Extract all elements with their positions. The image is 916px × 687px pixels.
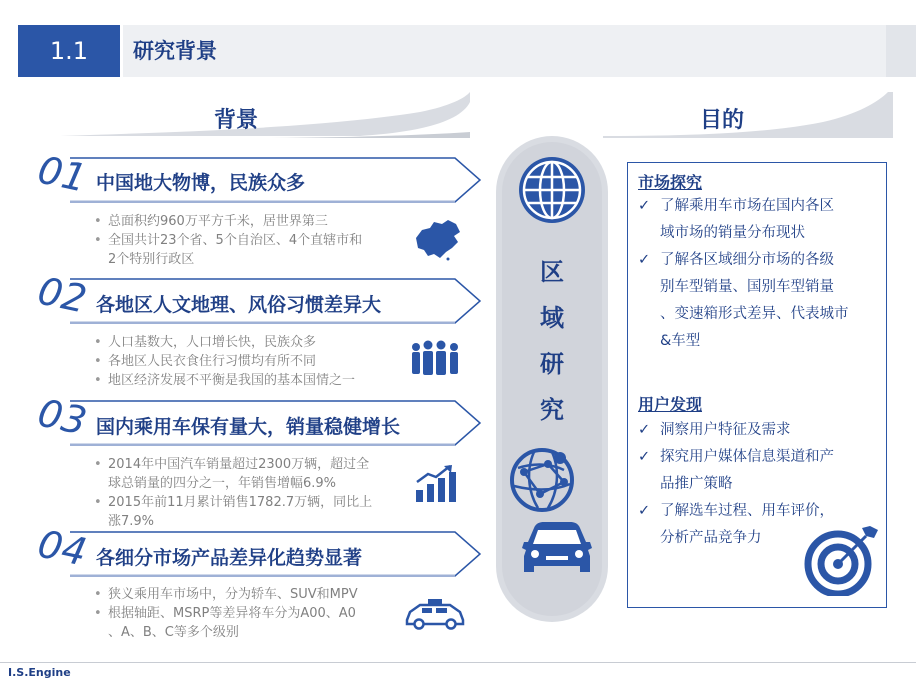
item-3-number: 03 <box>33 390 91 444</box>
list-item: • 根据轴距、MSRP等差异将车分为A00、A0 <box>92 604 412 623</box>
list-item: • 人口基数大，人口增长快，民族众多 <box>92 333 412 352</box>
check-item <box>632 193 882 247</box>
check-item-line: 、变速箱形式差异、代表城市 <box>660 306 849 322</box>
list-item-continuation: 、A、B、C等多个级别 <box>108 625 239 640</box>
check-item-line: 了解乘用车市场在国内各区 <box>660 198 834 214</box>
check-item-line: &车型 <box>660 333 701 349</box>
item-1-bullets <box>92 212 412 269</box>
center-char-3: 研 <box>540 350 564 378</box>
list-item: • 2015年前11月累计销售1782.7万辆，同比上 <box>92 493 412 512</box>
check-item-line: 洞察用户特征及需求 <box>660 422 791 438</box>
item-2-number: 02 <box>33 268 91 322</box>
check-item-line: 别车型销量、国别车型销量 <box>660 279 834 295</box>
background-label: 背景 <box>214 108 259 133</box>
taxi-icon <box>404 598 466 630</box>
check-item-line: 了解各区域细分市场的各级 <box>660 252 834 268</box>
target-icon <box>804 524 880 596</box>
center-char-2: 域 <box>540 304 564 332</box>
item-4-title: 各细分市场产品差异化趋势显著 <box>96 547 363 569</box>
item-3-bullets <box>92 455 412 531</box>
item-2-title: 各地区人文地理、风俗习惯差异大 <box>96 294 382 316</box>
check-item-line: 分析产品竞争力 <box>660 530 762 546</box>
item-4-bullets <box>92 585 412 642</box>
purpose-label: 目的 <box>700 108 745 133</box>
china-map-icon <box>412 218 464 262</box>
check-item <box>632 417 882 444</box>
item-1-title: 中国地大物博，民族众多 <box>96 172 306 194</box>
item-1-number: 01 <box>33 147 91 201</box>
list-item-continuation: 球总销量的四分之一，年销售增幅6.9% <box>108 476 337 491</box>
growth-chart-icon <box>414 464 458 504</box>
section-number: 1.1 <box>18 25 120 77</box>
footer-brand: I.S.Engine <box>8 666 71 679</box>
center-char-4: 究 <box>540 396 564 424</box>
check-item-line: 探究用户媒体信息渠道和产 <box>660 449 834 465</box>
check-item-line: 了解选车过程、用车评价， <box>660 503 834 519</box>
footer-divider <box>0 662 916 663</box>
list-item <box>92 250 412 269</box>
check-item <box>632 247 882 355</box>
item-2-bullets <box>92 333 412 390</box>
car-icon <box>518 520 596 582</box>
item-4-number: 04 <box>33 521 91 575</box>
globe-icon <box>517 155 587 225</box>
center-char-1: 区 <box>540 258 564 286</box>
list-item-continuation: 2个特别行政区 <box>108 252 195 267</box>
people-group-icon <box>408 340 464 376</box>
list-item: • 地区经济发展不平衡是我国的基本国情之一 <box>92 371 412 390</box>
header-bar-end <box>886 25 916 77</box>
market-research-heading: 市场探究 <box>638 173 703 192</box>
check-item-line: 域市场的销量分布现状 <box>660 225 805 241</box>
left-label-swoosh <box>60 92 470 142</box>
check-item-line: 品推广策略 <box>660 476 733 492</box>
list-item-continuation: 涨7.9% <box>108 514 155 529</box>
market-research-checks <box>632 193 882 355</box>
list-item: • 各地区人民衣食住行习惯均有所不同 <box>92 352 412 371</box>
right-label-swoosh <box>603 92 893 142</box>
page-title: 研究背景 <box>133 39 217 63</box>
list-item: • 2014年中国汽车销量超过2300万辆，超过全 <box>92 455 412 474</box>
list-item: • 全国共计23个省、5个自治区、4个直辖市和 <box>92 231 412 250</box>
header-divider <box>120 25 123 77</box>
item-3-title: 国内乘用车保有量大，销量稳健增长 <box>96 416 401 438</box>
user-discovery-heading: 用户发现 <box>638 395 703 414</box>
check-item <box>632 444 882 498</box>
network-globe-icon <box>504 440 584 520</box>
list-item: • 狭义乘用车市场中，分为轿车、SUV和MPV <box>92 585 412 604</box>
list-item: • 总面积约960万平方千米，居世界第三 <box>92 212 412 231</box>
